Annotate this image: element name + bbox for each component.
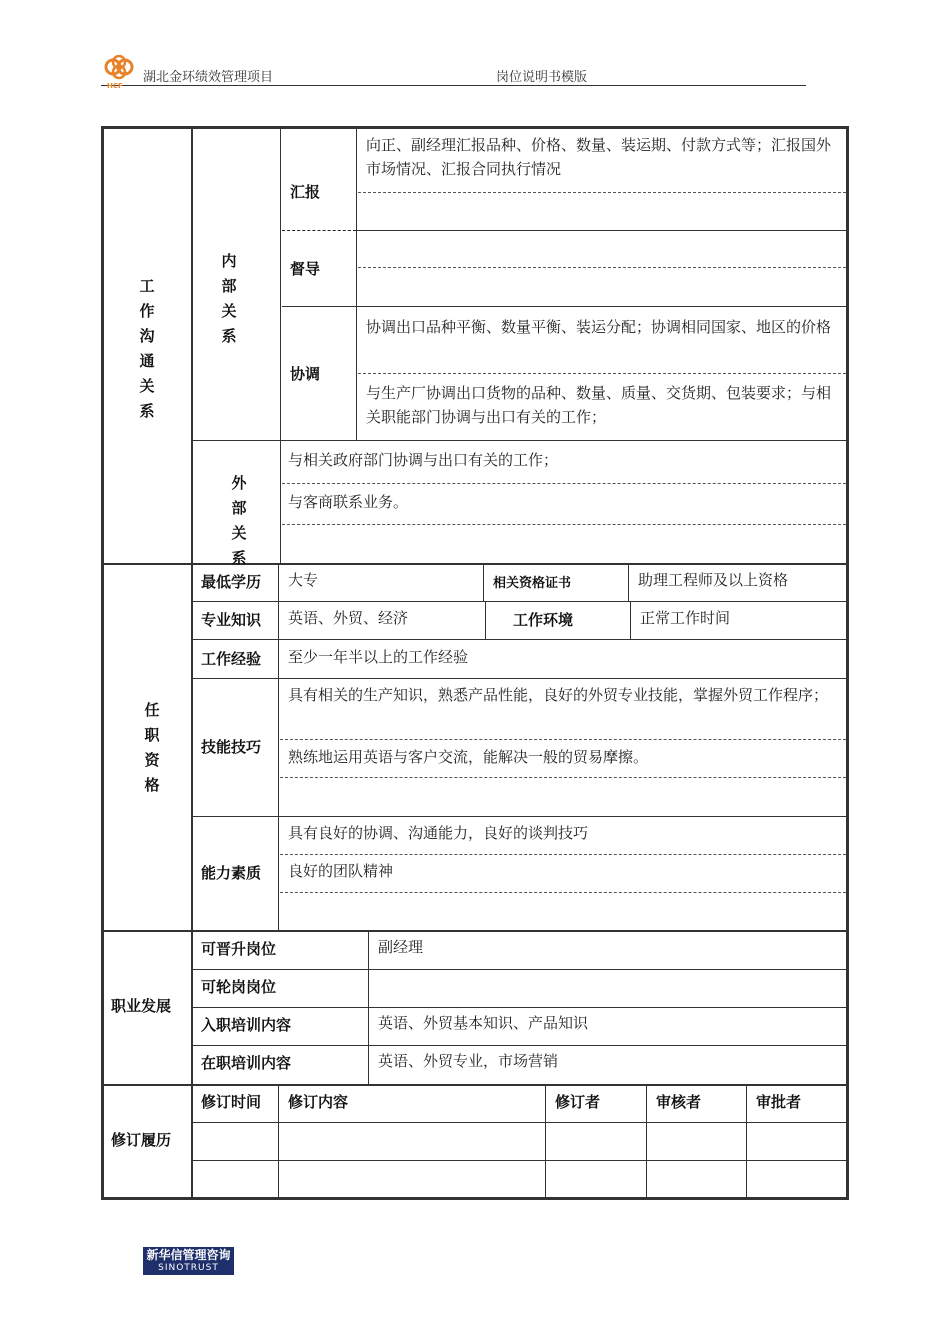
skills-text-1: 具有相关的生产知识，熟悉产品性能，良好的外贸专业技能，掌握外贸工作程序； [288,686,829,704]
knowledge-value: 英语、外贸、经济 [288,609,409,627]
knowledge-label: 专业知识 [201,611,262,629]
coordinate-label: 协调 [290,365,321,383]
ability-label: 能力素质 [201,864,262,882]
coordinate-text-2: 与生产厂协调出口货物的品种、数量、质量、交货期、包装要求；与相关职能部门协调与出口有关的工作； [366,384,832,426]
svg-text:HCF: HCF [107,82,123,89]
coordinate-text-1: 协调出口品种平衡、数量平衡、装运分配；协调相同国家、地区的价格 [366,318,832,336]
onboarding-training-value: 英语、外贸基本知识、产品知识 [378,1014,589,1032]
environment-value: 正常工作时间 [640,609,731,627]
inservice-training-label: 在职培训内容 [201,1054,292,1072]
promotion-value: 副经理 [378,938,424,956]
company-logo-icon [101,55,139,89]
education-value: 大专 [288,571,319,589]
auditor-header: 审核者 [656,1093,702,1111]
certificate-label: 相关资格证书 [493,576,572,591]
external-relations-label: 外部关系 [231,474,247,567]
skills-label: 技能技巧 [201,738,262,756]
revision-content-header: 修订内容 [288,1093,349,1111]
revision-time-header: 修订时间 [201,1093,262,1111]
certificate-value: 助理工程师及以上资格 [638,571,789,589]
skills-text-2: 熟练地运用英语与客户交流，能解决一般的贸易摩擦。 [288,748,649,766]
education-label: 最低学历 [201,573,262,591]
approver-header: 审批者 [756,1093,802,1111]
internal-relations-label: 内部关系 [221,252,237,345]
inservice-training-value: 英语、外贸专业，市场营销 [378,1052,559,1070]
page-header [101,55,806,89]
job-description-form [101,126,849,1200]
supervise-label: 督导 [290,260,321,278]
environment-label: 工作环境 [513,611,574,629]
document-title: 岗位说明书模版 [496,70,588,85]
section-qualification-label: 任职资格 [144,701,160,794]
section-revision-label: 修订履历 [111,1131,172,1149]
experience-value: 至少一年半以上的工作经验 [288,648,469,666]
promotion-label: 可晋升岗位 [201,940,277,958]
section-career-label: 职业发展 [111,997,172,1015]
report-label: 汇报 [290,183,321,201]
reviser-header: 修订者 [555,1093,601,1111]
rotation-label: 可轮岗岗位 [201,978,277,996]
consultancy-logo-cn: 新华信管理咨询 [146,1248,231,1262]
consultancy-logo-en: SINOTRUST [158,1263,219,1273]
external-text-2: 与客商联系业务。 [288,493,409,511]
onboarding-training-label: 入职培训内容 [201,1016,292,1034]
section-communication-label: 工作沟通关系 [139,277,155,420]
ability-text-2: 良好的团队精神 [288,862,394,880]
project-name: 湖北金环绩效管理项目 [143,70,274,85]
report-text: 向正、副经理汇报品种、价格、数量、装运期、付款方式等；汇报国外市场情况、汇报合同执行情况 [366,136,832,178]
external-text-1: 与相关政府部门协调与出口有关的工作； [288,451,559,469]
ability-text-1: 具有良好的协调、沟通能力，良好的谈判技巧 [288,824,589,842]
consultancy-logo [143,1247,234,1275]
experience-label: 工作经验 [201,650,262,668]
